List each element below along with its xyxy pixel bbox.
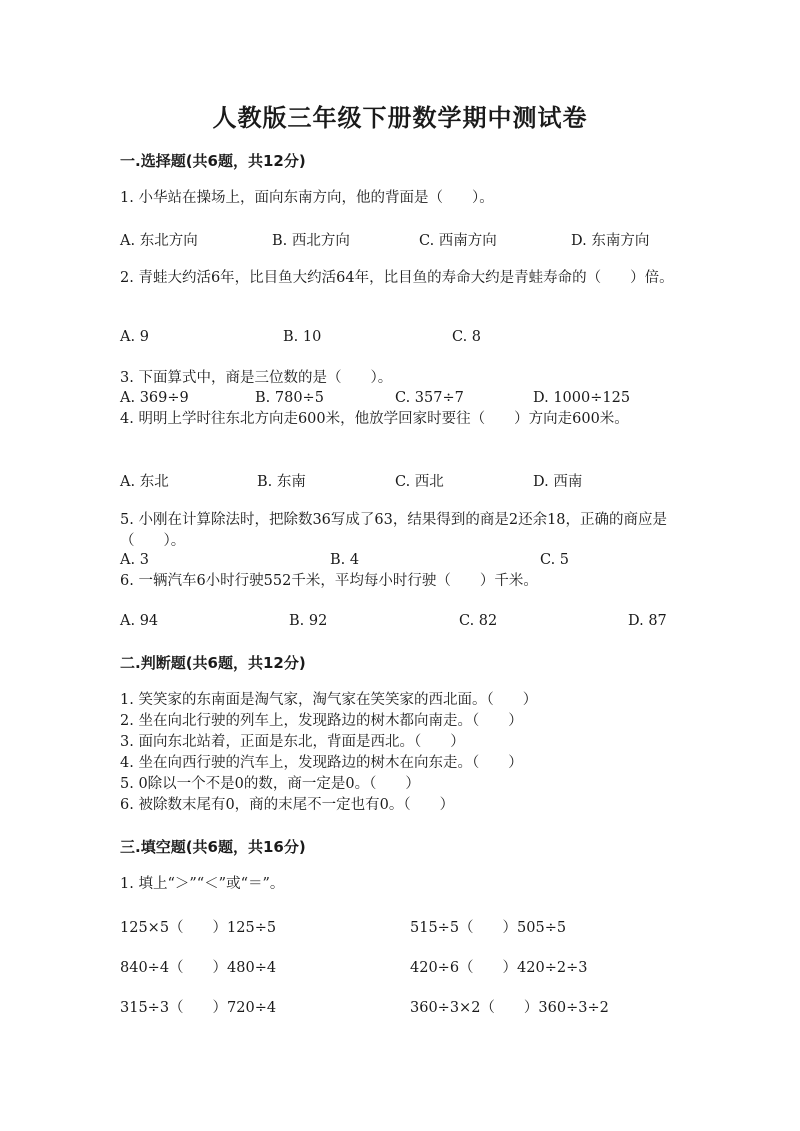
- comparison-5: 315÷3（ ）720÷4: [120, 1000, 277, 1016]
- question-6-stem: 6. 一辆汽车6小时行驶552千米，平均每小时行驶（ ）千米。: [120, 573, 538, 589]
- question-1-stem: 1. 小华站在操场上，面向东南方向，他的背面是（ ）。: [120, 190, 494, 206]
- q3-option-b: B. 780÷5: [255, 390, 324, 406]
- q6-option-a: A. 94: [120, 613, 159, 629]
- judgment-item-4: 4. 坐在向西行驶的汽车上，发现路边的树木在向东走。（ ）: [120, 755, 523, 771]
- judgment-item-3: 3. 面向东北站着，正面是东北，背面是西北。（ ）: [120, 734, 465, 750]
- q6-option-d: D. 87: [628, 613, 667, 629]
- comparison-3: 840÷4（ ）480÷4: [120, 960, 277, 976]
- comparison-1: 125×5（ ）125÷5: [120, 920, 277, 936]
- q4-option-d: D. 西南: [533, 474, 583, 490]
- judgment-item-5: 5. 0除以一个不是0的数，商一定是0。（ ）: [120, 776, 420, 792]
- judgment-item-6: 6. 被除数末尾有0，商的末尾不一定也有0。（ ）: [120, 797, 455, 813]
- q5-option-a: A. 3: [120, 552, 149, 568]
- q4-option-b: B. 东南: [257, 474, 306, 490]
- section-heading-judgment: 二.判断题(共6题，共12分): [120, 654, 306, 672]
- fill-question-1: 1. 填上“＞”“＜”或“＝”。: [120, 876, 285, 892]
- question-5-stem: 5. 小刚在计算除法时，把除数36写成了63，结果得到的商是2还余18，正确的商应是（ ）。: [120, 512, 668, 549]
- q6-option-c: C. 82: [459, 613, 498, 629]
- question-3-stem: 3. 下面算式中，商是三位数的是（ ）。: [120, 370, 393, 386]
- q4-option-a: A. 东北: [120, 474, 169, 490]
- q1-option-c: C. 西南方向: [419, 233, 497, 249]
- q3-option-c: C. 357÷7: [395, 390, 464, 406]
- q2-option-c: C. 8: [452, 329, 482, 345]
- q6-option-b: B. 92: [289, 613, 328, 629]
- q5-option-c: C. 5: [540, 552, 570, 568]
- comparison-4: 420÷6（ ）420÷2÷3: [410, 960, 588, 976]
- q2-option-a: A. 9: [120, 329, 149, 345]
- q5-option-b: B. 4: [330, 552, 360, 568]
- q1-option-d: D. 东南方向: [571, 233, 650, 249]
- q3-option-d: D. 1000÷125: [533, 390, 631, 406]
- question-2-stem: 2. 青蛙大约活6年，比目鱼大约活64年，比目鱼的寿命大约是青蛙寿命的（ ）倍。: [120, 270, 674, 286]
- q2-option-b: B. 10: [283, 329, 322, 345]
- question-4-stem: 4. 明明上学时往东北方向走600米，他放学回家时要往（ ）方向走600米。: [120, 411, 629, 427]
- judgment-item-1: 1. 笑笑家的东南面是淘气家，淘气家在笑笑家的西北面。（ ）: [120, 692, 538, 708]
- section-heading-fill: 三.填空题(共6题，共16分): [120, 838, 306, 856]
- comparison-6: 360÷3×2（ ）360÷3÷2: [410, 1000, 609, 1016]
- q4-option-c: C. 西北: [395, 474, 444, 490]
- q1-option-b: B. 西北方向: [272, 233, 350, 249]
- page-title: 人教版三年级下册数学期中测试卷: [212, 103, 588, 132]
- section-heading-choice: 一.选择题(共6题，共12分): [120, 152, 306, 170]
- judgment-item-2: 2. 坐在向北行驶的列车上，发现路边的树木都向南走。（ ）: [120, 713, 523, 729]
- q3-option-a: A. 369÷9: [120, 390, 189, 406]
- q1-option-a: A. 东北方向: [120, 233, 198, 249]
- comparison-2: 515÷5（ ）505÷5: [410, 920, 567, 936]
